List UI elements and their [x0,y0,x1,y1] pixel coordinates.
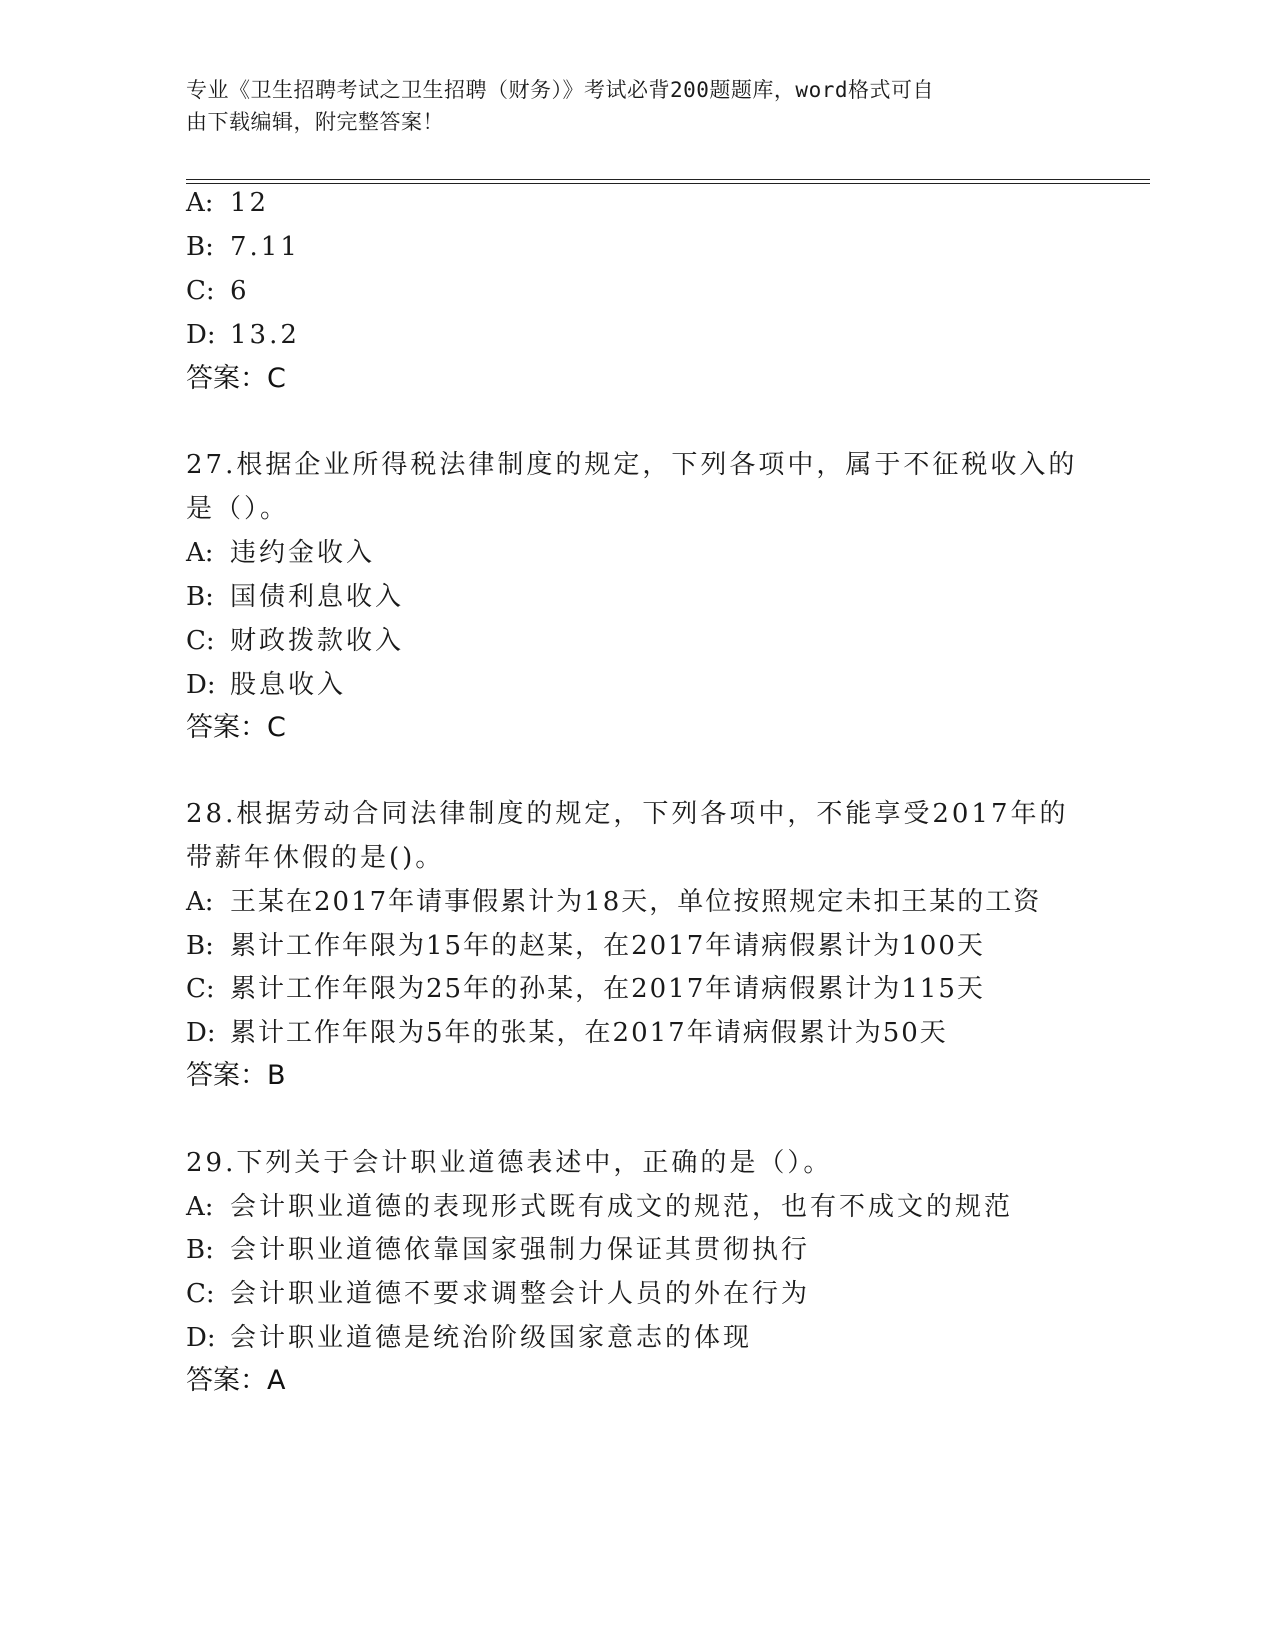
option-text: 累计工作年限为15年的赵某，在2017年请病假累计为100天 [230,931,985,961]
option-text: 王某在2017年请事假累计为18天，单位按照规定未扣王某的工资 [230,887,1042,917]
option-text: 6 [230,276,250,306]
option-line [186,1190,1013,1224]
header-line-2: 由下载编辑，附完整答案！ [186,110,444,134]
option-line [186,972,985,1006]
option-label: A: [186,887,214,917]
answer-line: 答案：A [186,1365,286,1396]
option-line [186,624,404,658]
option-text: 国债利息收入 [230,582,405,612]
option-text: 违约金收入 [230,538,376,568]
option-text: 会计职业道德依靠国家强制力保证其贯彻执行 [230,1235,811,1265]
option-line [186,230,300,264]
option-text: 累计工作年限为5年的张某，在2017年请病假累计为50天 [230,1018,948,1048]
option-label: B: [186,232,214,262]
option-line [186,318,300,352]
option-line [186,668,346,702]
option-label: B: [186,1235,214,1265]
header-divider-top [186,179,1150,180]
question-stem: 27.根据企业所得税法律制度的规定，下列各项中，属于不征税收入的 [186,450,1078,480]
option-text: 7.11 [230,232,300,262]
option-line [186,929,985,963]
option-line [186,1233,810,1267]
question-stem: 28.根据劳动合同法律制度的规定，下列各项中，不能享受2017年的 [186,799,1069,829]
option-label: C: [186,1279,215,1309]
option-label: B: [186,931,214,961]
option-text: 13.2 [230,320,300,350]
header-line-1: 专业《卫生招聘考试之卫生招聘（财务）》考试必背200题题库，word格式可自 [186,78,934,102]
option-label: D: [186,670,216,700]
option-text: 会计职业道德不要求调整会计人员的外在行为 [230,1279,811,1309]
option-text: 财政拨款收入 [230,626,405,656]
option-label: D: [186,1018,216,1048]
question-stem: 是（）。 [186,494,290,524]
question-stem: 29.下列关于会计职业道德表述中，正确的是（）。 [186,1148,833,1178]
option-label: C: [186,974,215,1004]
option-line [186,885,1041,919]
option-text: 会计职业道德是统治阶级国家意志的体现 [230,1323,753,1353]
answer-line: 答案：C [186,363,286,394]
option-line [186,1321,752,1355]
option-line [186,274,250,308]
document-header [186,74,1066,138]
question-stem: 带薪年休假的是()。 [186,843,445,873]
header-divider-bottom [186,183,1150,184]
option-label: A: [186,1192,214,1222]
option-text: 会计职业道德的表现形式既有成文的规范，也有不成文的规范 [230,1192,1014,1222]
option-text: 股息收入 [230,670,347,700]
option-line [186,536,375,570]
option-line [186,1016,948,1050]
option-label: C: [186,276,215,306]
option-line [186,1277,810,1311]
option-text: 12 [230,188,270,218]
option-line [186,186,269,220]
option-label: C: [186,626,215,656]
answer-line: 答案：C [186,712,286,743]
answer-line: 答案：B [186,1060,286,1091]
option-label: A: [186,188,214,218]
option-label: B: [186,582,214,612]
option-label: D: [186,1323,216,1353]
option-line [186,580,404,614]
option-label: A: [186,538,214,568]
option-label: D: [186,320,216,350]
option-text: 累计工作年限为25年的孙某，在2017年请病假累计为115天 [230,974,985,1004]
